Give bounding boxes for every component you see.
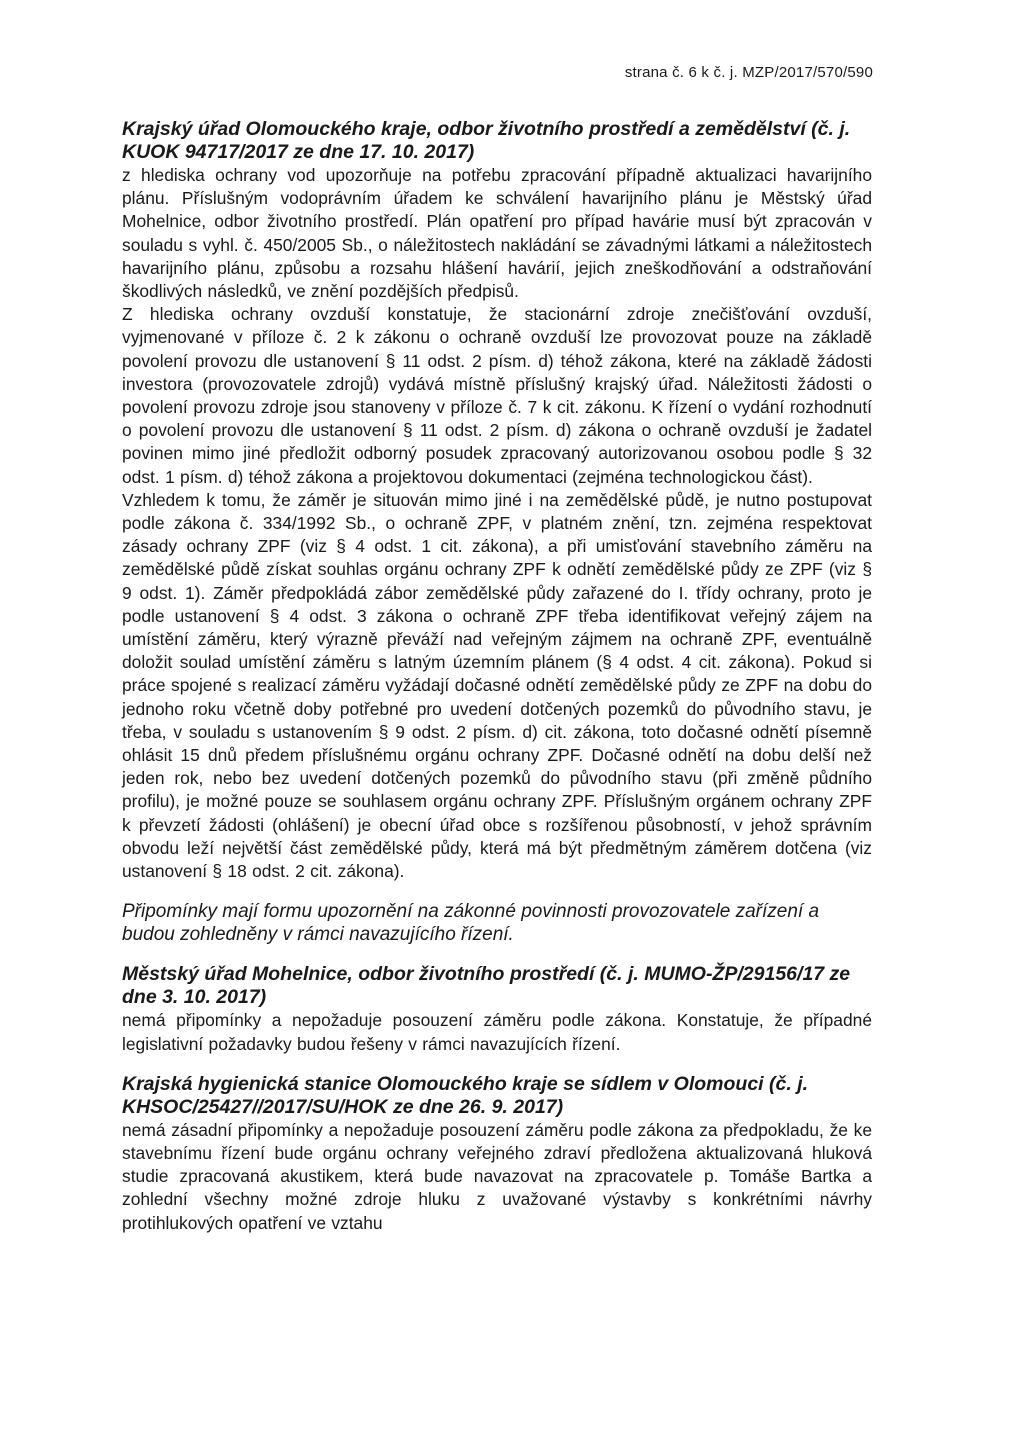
section-mumo [122, 963, 872, 1055]
paragraph-soil-protection: Vzhledem k tomu, že záměr je situován mimo jiné i na zemědělské půdě, je nutno postupovat podle zákona č. 334/1992 Sb., o ochraně ZPF, v platném znění, tzn. zejména respektovat zásady ochrany ZPF (viz § 4 odst. 1 cit. zákona), a při umisťování stavebního záměru na zemědělské půdě získat souhlas orgánu ochrany ZPF k odnětí zemědělské půdy ze ZPF (viz § 9 odst. 1). Záměr předpokládá zábor zemědělské půdy zařazené do I. třídy ochrany, proto je podle ustanovení § 4 odst. 3 zákona o ochraně ZPF třeba identifikovat veřejný zájem na umístění záměru, který výrazně převáží nad veřejným zájmem na ochraně ZPF, eventuálně doložit soulad umístění záměru s latným územním plánem (§ 4 odst. 4 cit. zákona). Pokud si práce spojené s realizací záměru vyžádají dočasné odnětí zemědělské půdy ze ZPF na dobu do jednoho roku včetně doby potřebné pro uvedení dotčených pozemků do původního stavu, je třeba, v souladu s ustanovením § 9 odst. 2 písm. d) cit. zákona, toto dočasné odnětí písemně ohlásit 15 dnů předem příslušnému orgánu ochrany ZPF. Dočasné odnětí na dobu delší než jeden rok, nebo bez uvedení dotčených pozemků do původního stavu (při změně půdního profilu), je možné pouze se souhlasem orgánu ochrany ZPF. Příslušným orgánem ochrany ZPF k převzetí žádosti (ohlášení) je obecní úřad obce s rozšířenou působností, v jehož správním obvodu leží největší část zemědělské půdy, která má být předmětným záměrem dotčena (viz ustanovení § 18 odst. 2 cit. zákona). [122, 489, 872, 882]
section-heading-kuok: Krajský úřad Olomouckého kraje, odbor životního prostředí a zemědělství (č. j. KUOK 94717/2017 ze dne 17. 10. 2017) [122, 118, 851, 163]
page-reference: strana č. 6 k č. j. MZP/2017/570/590 [624, 64, 873, 81]
section-body-mumo: nemá připomínky a nepožaduje posouzení záměru podle zákona. Konstatuje, že případné legislativní požadavky budou řešeny v rámci navazujících řízení. [122, 1010, 872, 1054]
section-heading-mumo: Městský úřad Mohelnice, odbor životního prostředí (č. j. MUMO-ŽP/29156/17 ze dne 3. 10. 2017) [122, 963, 851, 1009]
section-body-kuok [122, 164, 872, 883]
section-note [122, 900, 872, 946]
section-heading-khs: Krajská hygienická stanice Olomouckého kraje se sídlem v Olomouci (č. j. KHSOC/25427//2017/SU/HOK ze dne 26. 9. 2017) [122, 1072, 809, 1118]
document-body [122, 118, 872, 1252]
section-kuok [122, 118, 872, 883]
paragraph-air-protection: Z hlediska ochrany ovzduší konstatuje, že stacionární zdroje znečišťování ovzduší, vyjmenované v příloze č. 2 k zákonu o ochraně ovzduší lze provozovat pouze na základě povolení provozu dle ustanovení § 11 odst. 2 písm. d) téhož zákona, které na základě žádosti investora (provozovatele zdrojů) vydává místně příslušný krajský úřad. Náležitosti žádosti o povolení provozu zdroje jsou stanoveny v příloze č. 7 k cit. zákonu. K řízení o vydání rozhodnutí o povolení provozu dle ustanovení § 11 odst. 2 písm. d) zákona o ochraně ovzduší je žadatel povinen mimo jiné předložit odborný posudek zpracovaný autorizovanou osobou podle § 32 odst. 1 písm. d) téhož zákona a projektovou dokumentaci (zejména technologickou část). [122, 304, 872, 487]
remarks-note: Připomínky mají formu upozornění na zákonné povinnosti provozovatele zařízení a budou zohledněny v rámci navazujícího řízení. [122, 901, 820, 946]
section-body-khs: nemá zásadní připomínky a nepožaduje posouzení záměru podle zákona za předpokladu, že ke stavebnímu řízení bude orgánu ochrany veřejného zdraví předložena aktualizovaná hluková studie zpracovaná akustikem, která bude navazovat na zpracovatele p. Tomáše Bartka a zohlední všechny možné zdroje hluku z uvažované výstavby s konkrétními návrhy protihlukových opatření ve vztahu [122, 1119, 872, 1233]
section-khs [122, 1073, 872, 1235]
paragraph-water-protection: z hlediska ochrany vod upozorňuje na potřebu zpracování případně aktualizaci havarijního plánu. Příslušným vodoprávním úřadem ke schválení havarijního plánu je Městský úřad Mohelnice, odbor životního prostředí. Plán opatření pro případ havárie musí být zpracován v souladu s vyhl. č. 450/2005 Sb., o náležitostech nakládání se závadnými látkami a náležitostech havarijního plánu, způsobu a rozsahu hlášení havárií, jejich zneškodňování a odstraňování škodlivých následků, ve znění pozdějších předpisů. [122, 165, 872, 302]
